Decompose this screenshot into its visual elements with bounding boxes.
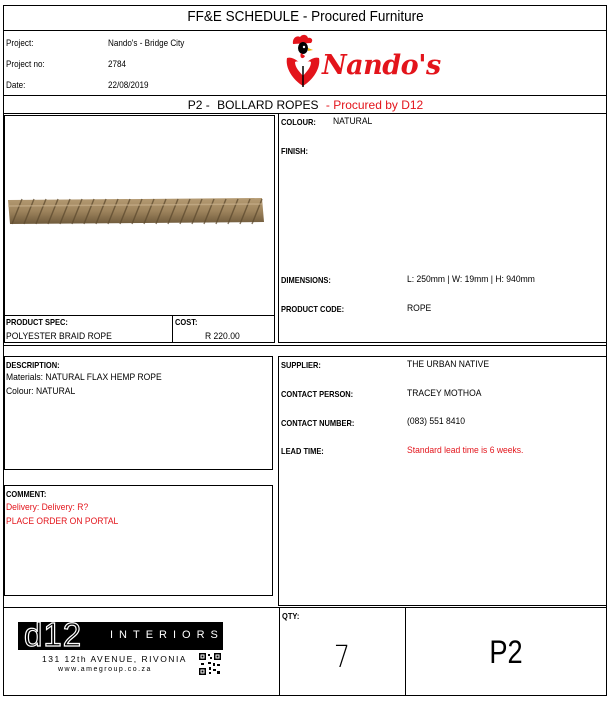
rope-image	[8, 194, 264, 228]
finish-label: FINISH:	[281, 146, 309, 156]
dimensions-value: L: 250mm | W: 19mm | H: 940mm	[407, 274, 535, 285]
d12-website: www.amegroup.co.za	[58, 666, 152, 673]
divider	[172, 315, 173, 342]
project-value: Nando's - Bridge City	[108, 38, 185, 48]
divider	[405, 607, 406, 696]
comment-label: COMMENT:	[6, 489, 47, 499]
description-label: DESCRIPTION:	[6, 360, 60, 370]
supplier-value: THE URBAN NATIVE	[407, 359, 490, 370]
divider	[3, 95, 607, 96]
date-value: 22/08/2019	[108, 80, 149, 90]
divider	[279, 607, 280, 696]
product-spec-value: POLYESTER BRAID ROPE	[6, 331, 112, 342]
section-code: P2 -	[187, 98, 210, 112]
date-label: Date:	[6, 80, 26, 90]
divider	[3, 30, 607, 31]
qr-code-icon	[198, 652, 222, 676]
d12-logo-text: d12	[24, 616, 83, 653]
section-separator: -	[325, 98, 330, 112]
comment-delivery: Delivery: Delivery: R?	[6, 502, 89, 513]
nandos-logo	[283, 32, 453, 90]
divider	[4, 315, 275, 316]
colour-value: NATURAL	[333, 116, 373, 127]
project-label: Project:	[6, 38, 34, 48]
d12-interiors-logo	[18, 616, 224, 678]
section-name: BOLLARD ROPES	[217, 98, 319, 112]
product-code-label: PRODUCT CODE:	[281, 304, 345, 314]
divider	[3, 607, 607, 608]
nandos-wordmark: Nando's	[322, 50, 441, 81]
qty-value: 7	[333, 640, 351, 675]
qty-label: QTY:	[282, 611, 300, 621]
dimensions-label: DIMENSIONS:	[281, 275, 331, 285]
page-title: FF&E SCHEDULE - Procured Furniture	[187, 8, 424, 25]
contact-number-value: (083) 551 8410	[407, 416, 466, 427]
d12-address: 131 12th AVENUE, RIVONIA	[42, 654, 187, 664]
divider	[3, 345, 607, 346]
contact-number-label: CONTACT NUMBER:	[281, 418, 355, 428]
comment-portal: PLACE ORDER ON PORTAL	[6, 516, 119, 527]
project-number-value: 2784	[108, 59, 127, 69]
colour-label: COLOUR:	[281, 117, 316, 127]
procured-by: Procured by D12	[333, 98, 424, 112]
contact-person-value: TRACEY MOTHOA	[407, 388, 482, 399]
section-heading	[0, 98, 611, 112]
description-materials: Materials: NATURAL FLAX HEMP ROPE	[6, 372, 162, 383]
product-spec-label: PRODUCT SPEC:	[6, 317, 68, 327]
description-colour: Colour: NATURAL	[6, 386, 76, 397]
product-image-box	[4, 115, 275, 343]
contact-person-label: CONTACT PERSON:	[281, 389, 354, 399]
lead-time-label: LEAD TIME:	[281, 446, 324, 456]
supplier-label: SUPPLIER:	[281, 360, 321, 370]
cost-label: COST:	[175, 317, 198, 327]
d12-interiors-text: INTERIORS	[110, 629, 224, 641]
nandos-rooster-logo	[283, 32, 323, 88]
lead-time-value: Standard lead time is 6 weeks.	[407, 445, 524, 456]
product-code-value: ROPE	[407, 303, 432, 314]
project-number-label: Project no:	[6, 59, 45, 69]
cost-value: R 220.00	[205, 331, 240, 342]
item-code: P2	[489, 634, 523, 670]
